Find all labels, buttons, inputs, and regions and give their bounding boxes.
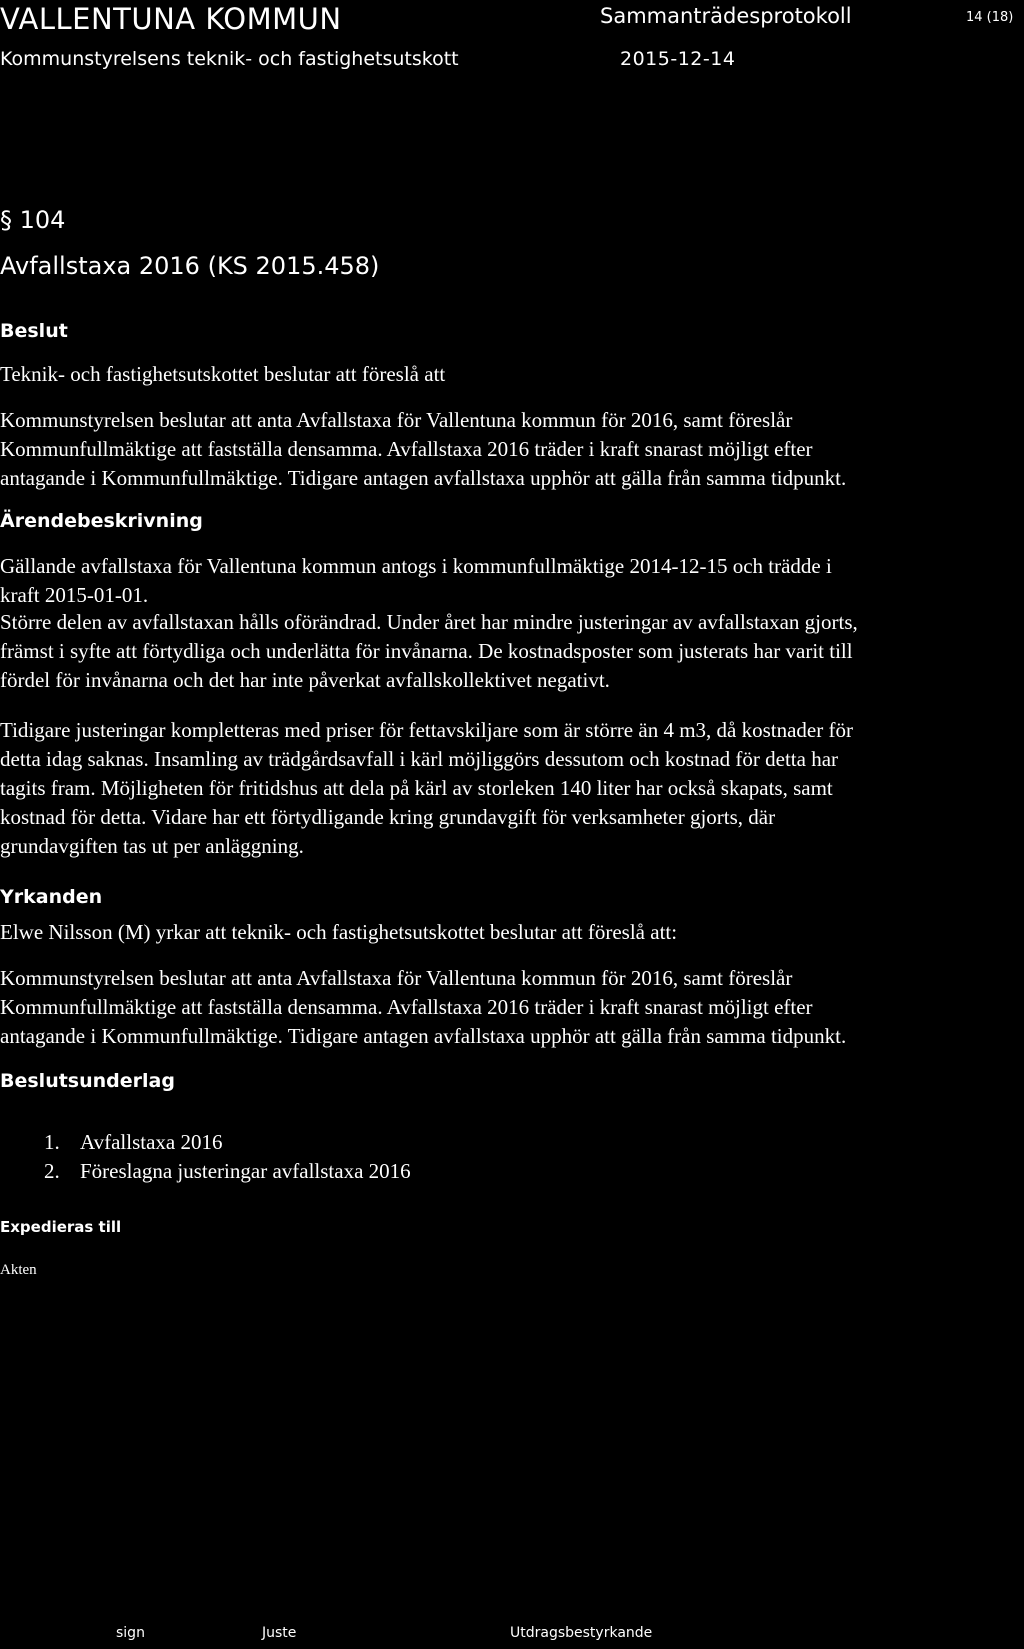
footer-utdrag-label: Utdragsbestyrkande [510, 1625, 653, 1641]
paragraph-number: § 104 [0, 206, 66, 234]
yrkanden-text [0, 964, 1010, 1051]
beslutsunderlag-heading: Beslutsunderlag [0, 1070, 175, 1092]
arende-p3-line-2: detta idag saknas. Insamling av trädgårdsavfall i kärl möjliggörs dessutom och kostnad för detta har [0, 747, 839, 771]
arende-p2-line-1: Större delen av avfallstaxan hålls oförändrad. Under året har mindre justeringar av avfallstaxan gjorts, [0, 610, 858, 634]
arende-p3-line-1: Tidigare justeringar kompletteras med priser för fettavskiljare som är större än 4 m3, då kostnader för [0, 718, 853, 742]
expedieras-heading: Expedieras till [0, 1218, 122, 1236]
organization-name: VALLENTUNA KOMMUN [0, 2, 342, 36]
yrkanden-intro [0, 918, 1010, 947]
list-item-number: 2. [44, 1159, 60, 1183]
beslutsunderlag-list [0, 1128, 411, 1186]
beslut-intro-line: Teknik- och fastighetsutskottet beslutar att föreslå att [0, 362, 446, 386]
list-item [0, 1128, 411, 1157]
arende-p1-line-2: kraft 2015-01-01. [0, 583, 149, 607]
list-item [0, 1157, 411, 1186]
arende-p2-line-3: fördel för invånarna och det har inte påverkat avfallskollektivet negativt. [0, 668, 610, 692]
beslut-intro [0, 360, 1010, 389]
meeting-date: 2015-12-14 [620, 48, 736, 70]
expedieras-recipient: Akten [0, 1262, 37, 1278]
arendebeskrivning-heading: Ärendebeskrivning [0, 510, 203, 532]
committee-name: Kommunstyrelsens teknik- och fastighetsutskott [0, 48, 459, 70]
beslut-text [0, 406, 1010, 493]
arendebeskrivning-paragraph-1 [0, 552, 1010, 610]
list-item-text: Föreslagna justeringar avfallstaxa 2016 [80, 1159, 411, 1183]
yrkanden-line-3: antagande i Kommunfullmäktige. Tidigare antagen avfallstaxa upphör att gälla från samma tidpunkt. [0, 1024, 847, 1048]
yrkanden-line-2: Kommunfullmäktige att fastställa densamma. Avfallstaxa 2016 träder i kraft snarast möjligt efter [0, 995, 813, 1019]
beslut-line-3: antagande i Kommunfullmäktige. Tidigare antagen avfallstaxa upphör att gälla från samma tidpunkt. [0, 466, 847, 490]
yrkanden-line-1: Kommunstyrelsen beslutar att anta Avfallstaxa för Vallentuna kommun för 2016, samt föreslår [0, 966, 793, 990]
arende-p3-line-4: kostnad för detta. Vidare har ett förtydligande kring grundavgift för verksamheter gjorts, där [0, 805, 776, 829]
arendebeskrivning-paragraph-3 [0, 716, 1010, 861]
yrkanden-heading: Yrkanden [0, 886, 103, 908]
beslut-heading: Beslut [0, 320, 68, 342]
document-type: Sammanträdesprotokoll [600, 4, 852, 28]
footer-juste-label: Juste [262, 1625, 297, 1641]
arende-p3-line-3: tagits fram. Möjligheten för fritidshus att dela på kärl av storleken 140 liter har också skapats, samt [0, 776, 833, 800]
list-item-text: Avfallstaxa 2016 [80, 1130, 223, 1154]
beslut-line-1: Kommunstyrelsen beslutar att anta Avfallstaxa för Vallentuna kommun för 2016, samt föreslår [0, 408, 793, 432]
arende-p3-line-5: grundavgiften tas ut per anläggning. [0, 834, 304, 858]
yrkanden-intro-line: Elwe Nilsson (M) yrkar att teknik- och fastighetsutskottet beslutar att föreslå att: [0, 920, 678, 944]
arendebeskrivning-paragraph-2 [0, 608, 1010, 695]
arende-p1-line-1: Gällande avfallstaxa för Vallentuna kommun antogs i kommunfullmäktige 2014-12-15 och trädde i [0, 554, 832, 578]
beslut-line-2: Kommunfullmäktige att fastställa densamma. Avfallstaxa 2016 träder i kraft snarast möjligt efter [0, 437, 813, 461]
page-info: 14 (18) [966, 10, 1014, 25]
list-item-number: 1. [44, 1130, 60, 1154]
arende-p2-line-2: främst i syfte att förtydliga och underlätta för invånarna. De kostnadsposter som justerats har varit till [0, 639, 853, 663]
item-title: Avfallstaxa 2016 (KS 2015.458) [0, 252, 380, 280]
footer-sign-label: sign [116, 1625, 145, 1641]
